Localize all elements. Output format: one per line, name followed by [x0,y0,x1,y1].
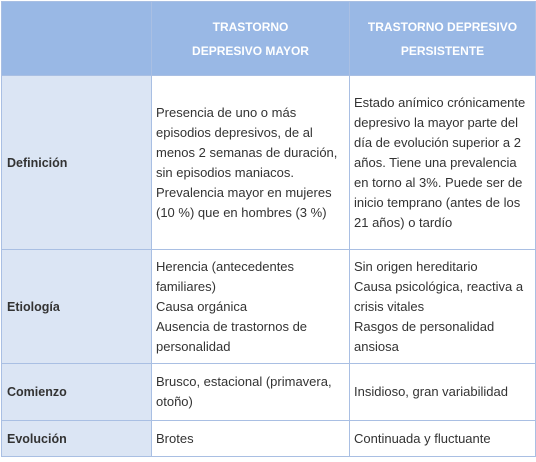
row-label-etiologia: Etiología [2,250,152,364]
row-label-evolucion: Evolución [2,421,152,457]
comparison-table [1,1,536,457]
header-mayor-line1: TRASTORNO [212,19,289,34]
header-mayor-line2: DEPRESIVO MAYOR [192,43,309,58]
etiologia-mayor-item: Herencia (antecedentes familiares) [156,258,295,294]
cell-definicion-persistente: Estado anímico crónicamente depresivo la mayor parte del día de evolución superior a 2 años. Tiene una prevalencia en torno al 3%. Puede ser de inicio temprano (antes de los 21 años) o tardío [350,76,536,250]
etiologia-persistente-item: Sin origen hereditario [354,258,478,274]
header-depresivo-persistente [350,2,536,76]
cell-comienzo-mayor: Brusco, estacional (primavera, otoño) [152,364,350,421]
row-evolucion [2,421,536,457]
cell-etiologia-mayor [152,250,350,364]
etiologia-mayor-item: Ausencia de trastornos de personalidad [156,318,308,354]
header-persistente-line2: PERSISTENTE [400,43,485,58]
header-persistente-line1: TRASTORNO DEPRESIVO [367,19,518,34]
etiologia-persistente-item: Causa psicológica, reactiva a crisis vitales [354,278,524,314]
etiologia-mayor-item: Causa orgánica [156,298,248,314]
row-label-comienzo: Comienzo [2,364,152,421]
header-depresivo-mayor [152,2,350,76]
cell-evolucion-mayor: Brotes [152,421,350,457]
cell-definicion-mayor: Presencia de uno o más episodios depresivos, de al menos 2 semanas de duración, sin episodios maniacos. Prevalencia mayor en mujeres (10 %) que en hombres (3 %) [152,76,350,250]
cell-etiologia-persistente [350,250,536,364]
cell-comienzo-persistente: Insidioso, gran variabilidad [350,364,536,421]
row-comienzo [2,364,536,421]
header-empty-cell [2,2,152,76]
row-label-definicion: Definición [2,76,152,250]
header-row [2,2,536,76]
cell-evolucion-persistente: Continuada y fluctuante [350,421,536,457]
row-definicion [2,76,536,250]
etiologia-persistente-item: Rasgos de personalidad ansiosa [354,318,495,354]
row-etiologia [2,250,536,364]
